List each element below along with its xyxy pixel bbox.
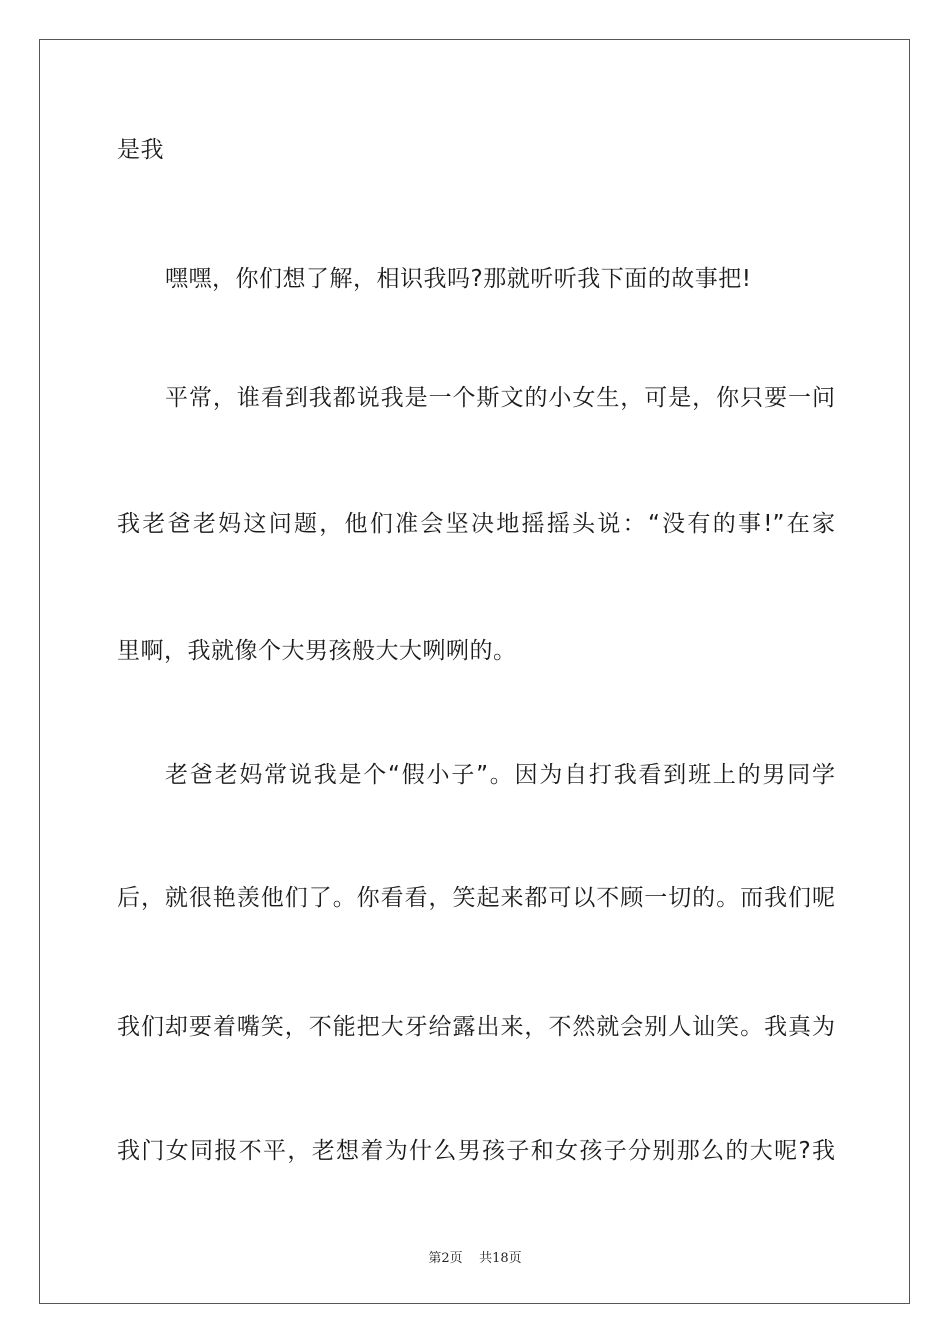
- page-number: 第2页 共18页: [428, 1251, 522, 1266]
- text-line-9: 我门女同报不平，老想着为什么男孩子和女孩子分别那么的大呢?我: [117, 1138, 835, 1164]
- text-line-2: 嘿嘿，你们想了解，相识我吗?那就听听我下面的故事把!: [165, 266, 752, 292]
- text-line-7: 后，就很艳羡他们了。你看看，笑起来都可以不顾一切的。而我们呢: [117, 885, 835, 911]
- text-line-6: 老爸老妈常说我是个“假小子”。因为自打我看到班上的男同学: [165, 762, 835, 788]
- page-border: [39, 39, 910, 1304]
- text-line-1: 是我: [117, 137, 164, 163]
- text-line-8: 我们却要着嘴笑，不能把大牙给露出来，不然就会别人讪笑。我真为: [117, 1014, 835, 1040]
- text-line-5: 里啊，我就像个大男孩般大大咧咧的。: [117, 638, 517, 664]
- text-line-3: 平常，谁看到我都说我是一个斯文的小女生，可是，你只要一问: [165, 385, 835, 411]
- text-line-4: 我老爸老妈这问题，他们准会坚决地摇摇头说：“没有的事!”在家: [117, 511, 835, 537]
